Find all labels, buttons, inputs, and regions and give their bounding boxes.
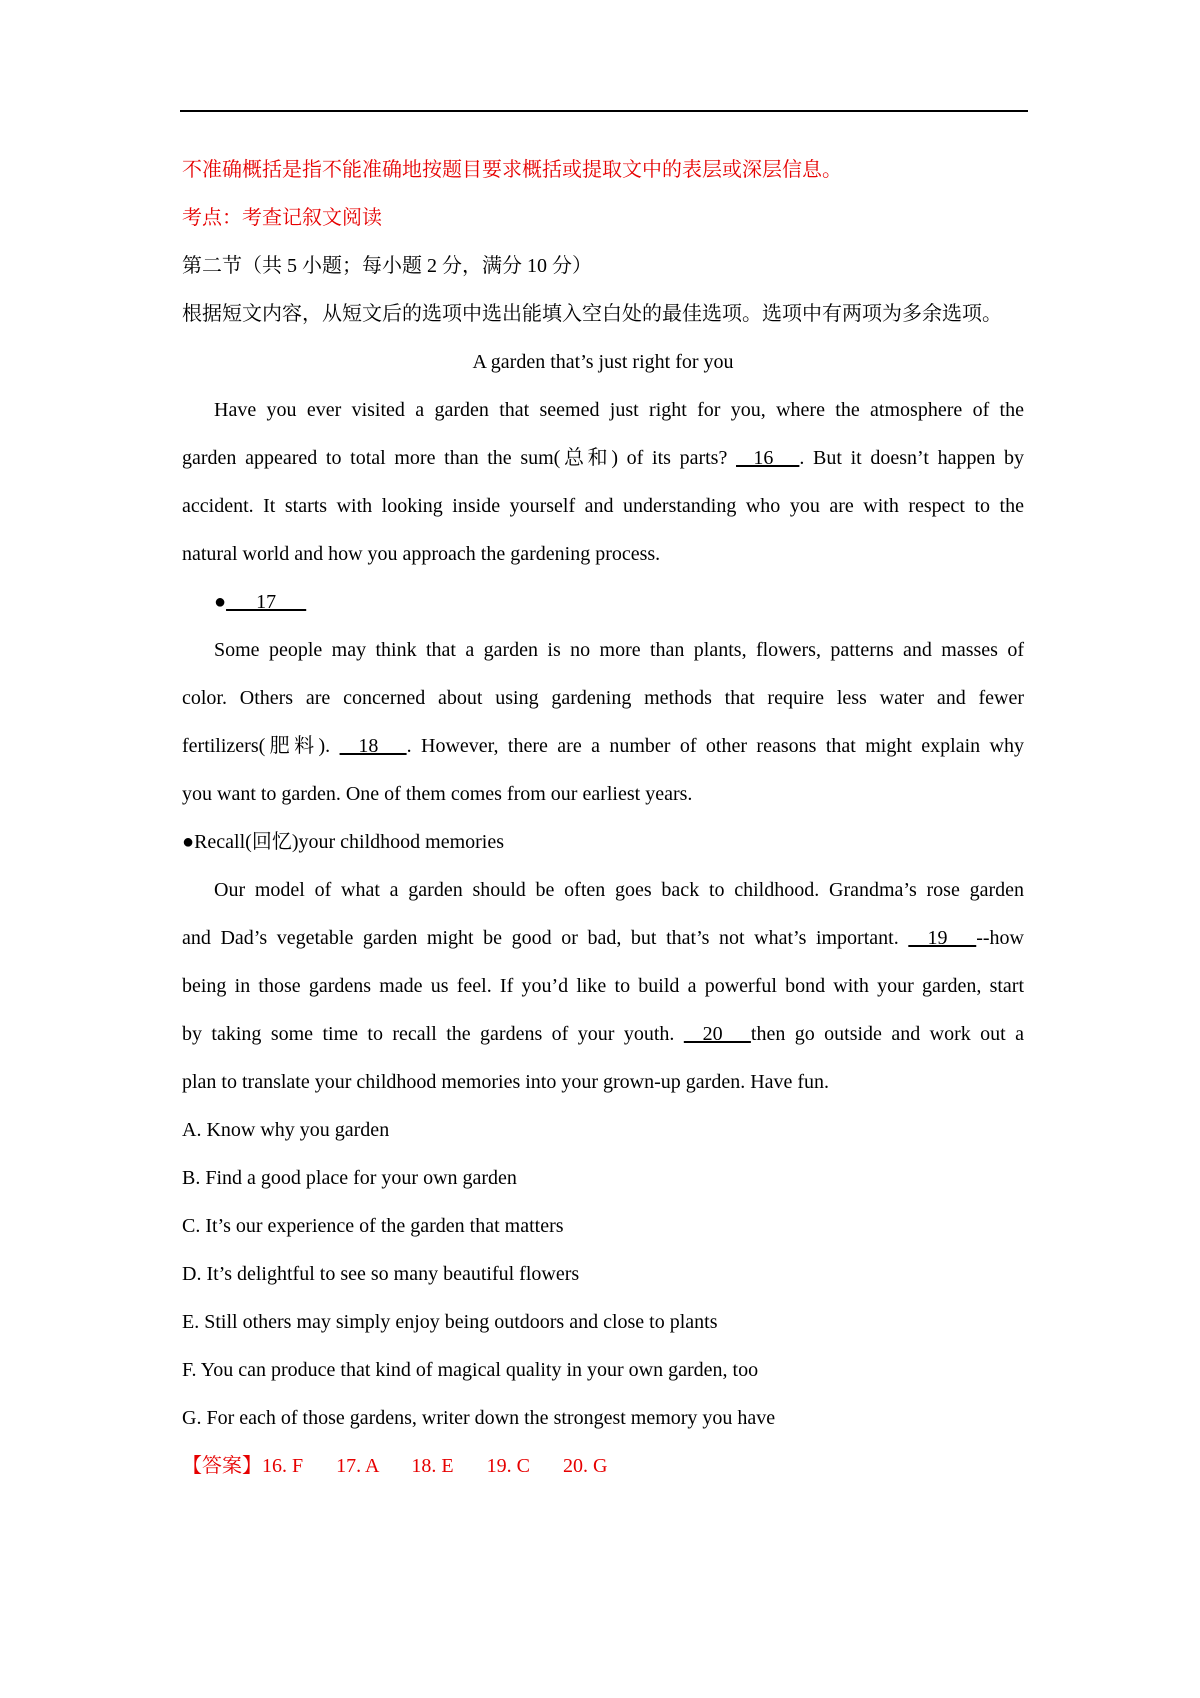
p2-line-3 (182, 732, 1024, 760)
answer-item: 20. G (562, 1455, 608, 1477)
blank-20: 20 (683, 1023, 751, 1045)
blank-17: ___17___ (226, 591, 307, 613)
option-e: E. Still others may simply enjoy being outdoors and close to plants (182, 1311, 718, 1333)
p1-line-2 (182, 444, 1024, 472)
p3-line-1: Our model of what a garden should be often goes back to childhood. Grandma’s rose garden (214, 879, 1024, 901)
answer-item: 18. E (411, 1455, 454, 1477)
heading-recall: ●Recall(回忆)your childhood memories (182, 831, 505, 853)
option-g: G. For each of those gardens, writer down the strongest memory you have (182, 1407, 776, 1429)
passage-title: A garden that’s just right for you (472, 351, 734, 373)
p3-line-2-pre: and Dad’s vegetable garden might be good or bad, but that’s not what’s important. (182, 927, 899, 949)
p3-line-5: plan to translate your childhood memories into your grown-up garden. Have fun. (182, 1071, 830, 1093)
p3-line-4 (182, 1020, 1024, 1048)
answer-item: 17. A (336, 1455, 379, 1477)
p3-line-3: being in those gardens made us feel. If you’d like to build a powerful bond with your garden, start (182, 975, 1024, 997)
blank-16: 16 (736, 447, 800, 469)
blank-19: 19 (908, 927, 977, 949)
answer-label: 【答案】 (182, 1455, 262, 1477)
option-c: C. It’s our experience of the garden that matters (182, 1215, 564, 1237)
p3-line-4-post: then go outside and work out a (750, 1023, 1025, 1045)
p2-line-4: you want to garden. One of them comes from our earliest years. (182, 783, 693, 805)
option-d: D. It’s delightful to see so many beautiful flowers (182, 1263, 580, 1285)
explanation-text: 不准确概括是指不能准确地按题目要求概括或提取文中的表层或深层信息。 (182, 159, 842, 181)
section-instruction: 根据短文内容，从短文后的选项中选出能填入空白处的最佳选项。选项中有两项为多余选项。 (182, 303, 1002, 325)
p1-line-2-post: . But it doesn’t happen by (799, 447, 1025, 469)
header-rule (180, 110, 1028, 112)
p1-line-3: accident. It starts with looking inside yourself and understanding who you are with respect to the (182, 495, 1024, 517)
answer-line (182, 1452, 1024, 1480)
section-header: 第二节（共 5 小题；每小题 2 分，满分 10 分） (182, 255, 592, 277)
option-b: B. Find a good place for your own garden (182, 1167, 517, 1189)
answer-item: 16. F (262, 1455, 304, 1477)
p1-line-2-pre: garden appeared to total more than the sum(总和) of its parts? (182, 447, 728, 469)
blank-18: 18 (339, 735, 407, 757)
p3-line-2 (182, 924, 1024, 952)
p3-line-4-pre: by taking some time to recall the gardens of your youth. (182, 1023, 675, 1045)
kaodian-text: 考点：考查记叙文阅读 (182, 207, 382, 229)
answer-item: 19. C (486, 1455, 530, 1477)
p2-line-1: Some people may think that a garden is no more than plants, flowers, patterns and masses of (214, 639, 1024, 661)
p3-line-2-post: --how (976, 927, 1024, 949)
p2-line-2: color. Others are concerned about using gardening methods that require less water and fewer (182, 687, 1024, 709)
p1-line-1: Have you ever visited a garden that seemed just right for you, where the atmosphere of the (214, 399, 1024, 421)
heading-17 (214, 588, 514, 616)
p2-line-3-post: . However, there are a number of other reasons that might explain why (406, 735, 1025, 757)
p2-line-3-pre: fertilizers(肥料). (182, 735, 331, 757)
option-f: F. You can produce that kind of magical quality in your own garden, too (182, 1359, 759, 1381)
option-a: A. Know why you garden (182, 1119, 390, 1141)
bullet-icon: ● (214, 591, 227, 613)
p1-line-4: natural world and how you approach the gardening process. (182, 543, 661, 565)
